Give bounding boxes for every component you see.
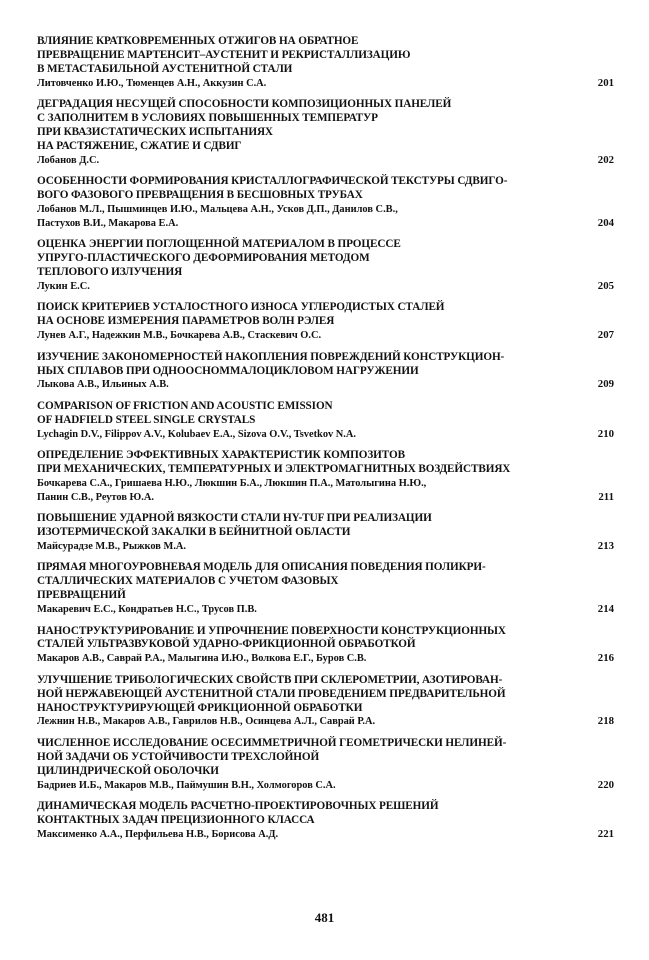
entry-authors: Бочкарева С.А., Гришаева Н.Ю., Люкшин Б.А., Люкшин П.А., Матолыгина Н.Ю., [37, 477, 427, 489]
entry-page-number: 209 [597, 378, 614, 391]
entry-page-number: 205 [597, 280, 614, 292]
entry-authors: Лобанов Д.С. [37, 154, 100, 166]
toc-entry [37, 674, 614, 730]
entry-authors-row [37, 280, 614, 294]
entry-title-line: НА ОСНОВЕ ИЗМЕРЕНИЯ ПАРАМЕТРОВ ВОЛН РЭЛЕЯ [37, 315, 335, 328]
entry-title-line: С ЗАПОЛНИТЕМ В УСЛОВИЯХ ПОВЫШЕННЫХ ТЕМПЕРАТУР [37, 112, 378, 125]
entry-authors: Лукин Е.С. [37, 281, 90, 292]
entry-authors: Лобанов М.Л., Пышминцев И.Ю., Мальцева А.Н., Усков Д.П., Данилов С.В., [37, 203, 398, 215]
entry-authors: Лежнин Н.В., Макаров А.В., Гаврилов Н.В., Осинцева А.Л., Саврай Р.А. [37, 716, 376, 728]
entry-page-number: 207 [597, 329, 614, 342]
entry-authors: Бадриев И.Б., Макаров М.В., Паймушин В.Н., Холмогоров С.А. [37, 779, 336, 791]
entry-title-line: ПРЕВРАЩЕНИЙ [37, 589, 126, 602]
toc-entry [37, 512, 614, 554]
entry-page-number: 204 [597, 216, 614, 229]
toc-entry [37, 98, 614, 168]
entry-authors-row [37, 203, 614, 217]
entry-title-line: ЦИЛИНДРИЧЕСКОЙ ОБОЛОЧКИ [37, 764, 219, 777]
entry-title-line: КОНТАКТНЫХ ЗАДАЧ ПРЕЦИЗИОННОГО КЛАССА [37, 813, 315, 826]
entry-title-line: ПРЯМАЯ МНОГОУРОВНЕВАЯ МОДЕЛЬ ДЛЯ ОПИСАНИЯ ПОВЕДЕНИЯ ПОЛИКРИ- [37, 561, 486, 574]
entry-authors-row [37, 154, 614, 168]
entry-authors: Макаров А.В., Саврай Р.А., Малыгина И.Ю., Волкова Е.Г., Буров С.В. [37, 653, 367, 665]
entry-title-line: ПРИ МЕХАНИЧЕСКИХ, ТЕМПЕРАТУРНЫХ И ЭЛЕКТРОМАГНИТНЫХ ВОЗДЕЙСТВИЯХ [37, 462, 511, 475]
entry-title-line: ПРЕВРАЩЕНИЕ МАРТЕНСИТ–АУСТЕНИТ И РЕКРИСТАЛЛИЗАЦИЮ [37, 48, 411, 61]
entry-authors-row [37, 603, 614, 617]
entry-title-line: СТАЛЛИЧЕСКИХ МАТЕРИАЛОВ С УЧЕТОМ ФАЗОВЫХ [37, 575, 339, 588]
entry-title-line: НОЙ ЗАДАЧИ ОБ УСТОЙЧИВОСТИ ТРЕХСЛОЙНОЙ [37, 750, 320, 763]
entry-page-number: 201 [597, 76, 614, 89]
entry-authors-row [37, 828, 614, 842]
page-number-folio: 481 [314, 910, 335, 925]
entry-page-number: 202 [597, 153, 614, 166]
entry-authors: Литовченко И.Ю., Тюменцев А.Н., Аккузин С.А. [37, 77, 267, 89]
toc-entry [37, 351, 614, 393]
entry-page-number: 218 [597, 715, 614, 728]
entry-title-line: ДИНАМИЧЕСКАЯ МОДЕЛЬ РАСЧЕТНО-ПРОЕКТИРОВОЧНЫХ РЕШЕНИЙ [37, 800, 439, 812]
entry-title-line: НАНОСТРУКТУРИРОВАНИЕ И УПРОЧНЕНИЕ ПОВЕРХНОСТИ КОНСТРУКЦИОННЫХ [37, 624, 506, 637]
entry-title-line: НЫХ СПЛАВОВ ПРИ ОДНООСНОММАЛОЦИКЛОВОМ НАГРУЖЕНИИ [37, 364, 419, 377]
entry-authors: Панин С.В., Реутов Ю.А. [37, 491, 154, 503]
toc-entry [37, 400, 614, 442]
toc-entry [37, 238, 614, 294]
entry-title-line: ДЕГРАДАЦИЯ НЕСУЩЕЙ СПОСОБНОСТИ КОМПОЗИЦИОННЫХ ПАНЕЛЕЙ [37, 98, 452, 111]
entry-title-line: COMPARISON OF FRICTION AND ACOUSTIC EMISSION [37, 399, 333, 412]
toc-entry [37, 175, 614, 231]
entry-title-line: ВОГО ФАЗОВОГО ПРЕВРАЩЕНИЯ В БЕСШОВНЫХ ТРУБАХ [37, 189, 363, 202]
entry-title-line: ОСОБЕННОСТИ ФОРМИРОВАНИЯ КРИСТАЛЛОГРАФИЧЕСКОЙ ТЕКСТУРЫ СДВИГО- [37, 175, 508, 188]
entry-title-line: НАНОСТРУКТУРИРУЮЩЕЙ ФРИКЦИОННОЙ ОБРАБОТКИ [37, 701, 363, 714]
entry-authors-row [37, 715, 614, 729]
entry-title-line: ИЗУЧЕНИЕ ЗАКОНОМЕРНОСТЕЙ НАКОПЛЕНИЯ ПОВРЕЖДЕНИЙ КОНСТРУКЦИОН- [37, 350, 505, 363]
entry-title-line: ЧИСЛЕННОЕ ИССЛЕДОВАНИЕ ОСЕСИММЕТРИЧНОЙ ГЕОМЕТРИЧЕСКИ НЕЛИНЕЙ- [37, 736, 507, 749]
toc-entry [37, 35, 614, 91]
entry-authors-row [37, 491, 614, 505]
toc-entry [37, 737, 614, 793]
entry-title-line: ВЛИЯНИЕ КРАТКОВРЕМЕННЫХ ОТЖИГОВ НА ОБРАТНОЕ [37, 35, 359, 47]
entry-title-line: ПОВЫШЕНИЕ УДАРНОЙ ВЯЗКОСТИ СТАЛИ HY-TUF ПРИ РЕАЛИЗАЦИИ [37, 512, 432, 525]
entry-authors-row [37, 428, 614, 442]
entry-title-line: УЛУЧШЕНИЕ ТРИБОЛОГИЧЕСКИХ СВОЙСТВ ПРИ СКЛЕРОМЕТРИИ, АЗОТИРОВАН- [37, 673, 503, 686]
toc-entry [37, 625, 614, 667]
entry-title-line: В МЕТАСТАБИЛЬНОЙ АУСТЕНИТНОЙ СТАЛИ [37, 62, 293, 75]
entry-authors-row [37, 540, 614, 554]
entry-authors-row [37, 378, 614, 392]
entry-authors-row [37, 77, 614, 91]
entry-title-line: ИЗОТЕРМИЧЕСКОЙ ЗАКАЛКИ В БЕЙНИТНОЙ ОБЛАСТИ [37, 526, 351, 539]
entry-authors-row [37, 217, 614, 231]
entry-title-line: OF HADFIELD STEEL SINGLE CRYSTALS [37, 413, 256, 426]
entry-title-line: СТАЛЕЙ УЛЬТРАЗВУКОВОЙ УДАРНО-ФРИКЦИОННОЙ ОБРАБОТКОЙ [37, 638, 416, 651]
toc-entry [37, 561, 614, 617]
entry-authors-row [37, 477, 614, 491]
entry-page-number: 210 [597, 427, 614, 440]
entry-title-line: ТЕПЛОВОГО ИЗЛУЧЕНИЯ [37, 266, 183, 279]
entry-title-line: ОПРЕДЕЛЕНИЕ ЭФФЕКТИВНЫХ ХАРАКТЕРИСТИК КОМПОЗИТОВ [37, 449, 405, 462]
entry-authors: Максименко А.А., Перфильева Н.В., Борисова А.Д. [37, 828, 279, 840]
entry-page-number: 211 [598, 490, 614, 503]
entry-authors: Лунев А.Г., Надежкин М.В., Бочкарева А.В., Стаскевич О.С. [37, 330, 322, 342]
toc-entry [37, 800, 614, 842]
entry-authors-row [37, 329, 614, 343]
entry-title-line: ОЦЕНКА ЭНЕРГИИ ПОГЛОЩЕННОЙ МАТЕРИАЛОМ В ПРОЦЕССЕ [37, 238, 401, 251]
entry-authors: Lychagin D.V., Filippov A.V., Kolubaev E.A., Sizova O.V., Tsvetkov N.A. [37, 428, 357, 440]
table-of-contents [37, 35, 614, 849]
entry-page-number: 214 [597, 603, 614, 616]
toc-entry [37, 301, 614, 343]
toc-entry [37, 449, 614, 505]
entry-title-line: ПРИ КВАЗИСТАТИЧЕСКИХ ИСПЫТАНИЯХ [37, 125, 273, 138]
entry-title-line: НА РАСТЯЖЕНИЕ, СЖАТИЕ И СДВИГ [37, 139, 242, 152]
entry-authors-row [37, 652, 614, 666]
entry-authors: Майсурадзе М.В., Рыжков М.А. [37, 541, 187, 552]
entry-authors-row [37, 779, 614, 793]
entry-authors: Лыкова А.В., Ильиных А.В. [37, 379, 169, 391]
entry-title-line: УПРУГО-ПЛАСТИЧЕСКОГО ДЕФОРМИРОВАНИЯ МЕТОДОМ [37, 252, 370, 265]
entry-authors: Макаревич Е.С., Кондратьев Н.С., Трусов П.В. [37, 604, 257, 616]
entry-page-number: 216 [597, 652, 614, 665]
entry-page-number: 220 [597, 778, 614, 791]
entry-title-line: НОЙ НЕРЖАВЕЮЩЕЙ АУСТЕНИТНОЙ СТАЛИ ПРОВЕДЕНИЕМ ПРЕДВАРИТЕЛЬНОЙ [37, 687, 506, 700]
entry-title-line: ПОИСК КРИТЕРИЕВ УСТАЛОСТНОГО ИЗНОСА УГЛЕРОДИСТЫХ СТАЛЕЙ [37, 301, 445, 314]
entry-page-number: 221 [597, 827, 614, 840]
entry-page-number: 213 [597, 540, 614, 552]
entry-authors: Пастухов В.И., Макарова Е.А. [37, 217, 179, 229]
